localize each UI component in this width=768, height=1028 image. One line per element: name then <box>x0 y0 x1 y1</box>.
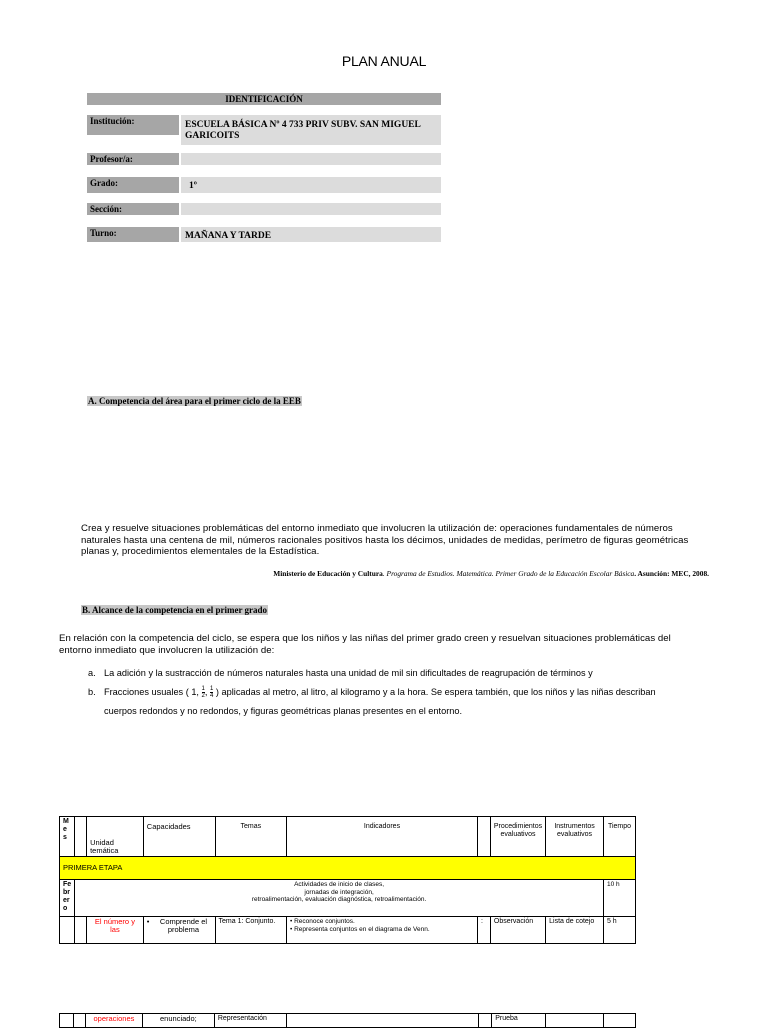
row3-tiempo <box>603 1014 635 1028</box>
institucion-value: ESCUELA BÁSICA Nº 4 733 PRIV SUBV. SAN MIGUEL GARICOITS <box>181 115 441 145</box>
row2-unidad: El número y las <box>87 917 144 944</box>
row1-tiempo: 10 h <box>603 880 635 917</box>
page-title: PLAN ANUAL <box>341 53 427 69</box>
section-a-heading <box>87 391 302 409</box>
row3-capacidad: enunciado; <box>142 1014 214 1028</box>
list-item-a <box>88 664 708 682</box>
row1-activities-line2: jornadas de integración, <box>304 888 374 896</box>
table-header-row <box>60 817 636 857</box>
row2-mes <box>60 917 75 944</box>
row2-empty <box>75 917 87 944</box>
fraction-half-num: 1 <box>201 686 205 693</box>
bullet-icon: • <box>146 917 150 926</box>
table-etapa-row <box>60 857 636 880</box>
list-item-b-text-after: ) aplicadas al metro, al litro, al kilogramo y a la hora. Se espera también, que los niños y las niñas describan <box>215 687 656 697</box>
citation <box>0 569 709 578</box>
table-row <box>60 917 636 944</box>
fraction-quarter-den: 4 <box>210 693 214 700</box>
row2-indicador-2: • Representa conjuntos en el diagrama de Venn. <box>290 926 430 933</box>
fraction-quarter-num: 1 <box>210 686 214 693</box>
row3-sep <box>479 1014 492 1028</box>
list-item-b-text-before: Fracciones usuales ( 1, <box>104 687 202 697</box>
row2-sep: : <box>477 917 490 944</box>
section-b-heading <box>81 600 268 618</box>
row2-indicador-1: • Reconoce conjuntos. <box>290 918 355 925</box>
row2-indicadores <box>287 917 478 944</box>
list-marker-b: b. <box>88 687 96 697</box>
section-a-heading-text: A. Competencia del área para el primer ciclo de la EEB <box>88 396 301 406</box>
plan-table <box>59 816 636 944</box>
list-item-a-text: La adición y la sustracción de números naturales hasta una unidad de mil sin dificultades de reagrupación de términos y <box>104 668 593 678</box>
list-item-b-line2: cuerpos redondos y no redondos, y figuras geométricas planas presentes en el entorno. <box>104 706 463 716</box>
header-empty <box>75 817 87 857</box>
row3-mes <box>60 1014 74 1028</box>
header-capacidades: Capacidades <box>143 817 215 857</box>
header-tiempo: Tiempo <box>603 817 635 857</box>
table-row <box>60 1014 636 1028</box>
row3-unidad: operaciones <box>85 1014 142 1028</box>
header-mes: M e s <box>60 817 75 857</box>
row2-capacidad-text: Comprende el problema <box>159 917 208 934</box>
citation-title: . Programa de Estudios. Matemática. Primer Grado de la Educación Escolar Básica <box>382 569 635 578</box>
row1-activities <box>75 880 604 917</box>
row3-instrumento <box>546 1014 604 1028</box>
profesor-label: Profesor/a: <box>87 153 179 165</box>
header-unidad: Unidad temática <box>87 817 144 857</box>
row1-mes: Fe br er o <box>60 880 75 917</box>
seccion-value <box>181 203 441 215</box>
header-temas: Temas <box>215 817 287 857</box>
citation-author: Ministerio de Educación y Cultura <box>273 569 383 578</box>
header-instrumentos: Instrumentos evaluativos <box>546 817 604 857</box>
row2-capacidad <box>143 917 215 944</box>
row1-activities-line1: Actividades de inicio de clases, <box>294 881 385 888</box>
fraction-half <box>202 686 205 699</box>
row2-capacidad-wrap <box>147 918 212 934</box>
table-row <box>60 880 636 917</box>
fraction-half-den: 2 <box>201 693 205 700</box>
section-b-heading-text: B. Alcance de la competencia en el primer grado <box>82 605 268 615</box>
fraction-quarter <box>210 686 213 699</box>
institucion-label: Institución: <box>87 115 179 135</box>
row2-procedimiento: Observación <box>490 917 545 944</box>
profesor-value <box>181 153 441 165</box>
etapa-label: PRIMERA ETAPA <box>60 857 636 880</box>
row3-empty <box>73 1014 85 1028</box>
grado-label: Grado: <box>87 177 179 193</box>
turno-label: Turno: <box>87 227 179 242</box>
seccion-label: Sección: <box>87 203 179 215</box>
row1-activities-line3: retroalimentación, evaluación diagnóstica, retroalimentación. <box>251 896 427 903</box>
row3-indicadores <box>286 1014 478 1028</box>
header-indicadores: Indicadores <box>287 817 478 857</box>
plan-table-continuation <box>59 1013 636 1028</box>
section-b-intro: En relación con la competencia del ciclo, se espera que los niños y las niñas del primer grado creen y resuelvan situaciones problemáticas del entorno inmediato que involucren la utilización de: <box>59 633 671 656</box>
citation-place: . Asunción: MEC, 2008. <box>634 569 709 578</box>
header-sep <box>477 817 490 857</box>
turno-value: MAÑANA Y TARDE <box>181 227 441 242</box>
list-marker-a: a. <box>88 668 96 678</box>
row3-tema: Representación <box>214 1014 286 1028</box>
section-a-paragraph: Crea y resuelve situaciones problemáticas del entorno inmediato que involucren la utilización de: operaciones fundamentales de números naturales hasta una centena de mil, números racionales positivos hasta los décimos, unidades de medidas, perímetro de figuras geométricas planas y, procedimientos elementales de la Estadística. <box>81 523 689 557</box>
identificacion-header: IDENTIFICACIÓN <box>87 93 441 105</box>
row2-tiempo: 5 h <box>603 917 635 944</box>
grado-value: 1º <box>181 177 441 193</box>
list-item-b: b. Fracciones usuales ( 1, $\frac{1}{2}$ , $\frac{1}{4}$ ) aplicadas al metro, al litro, al kilogramo y a la hora. Se espera también, que los niños y las niñas describan <box>88 683 708 701</box>
row2-tema: Tema 1: Conjunto. <box>215 917 287 944</box>
row3-procedimiento: Prueba <box>492 1014 546 1028</box>
row2-instrumento: Lista de cotejo <box>546 917 604 944</box>
header-procedimientos: Procedimientos evaluativos <box>490 817 545 857</box>
